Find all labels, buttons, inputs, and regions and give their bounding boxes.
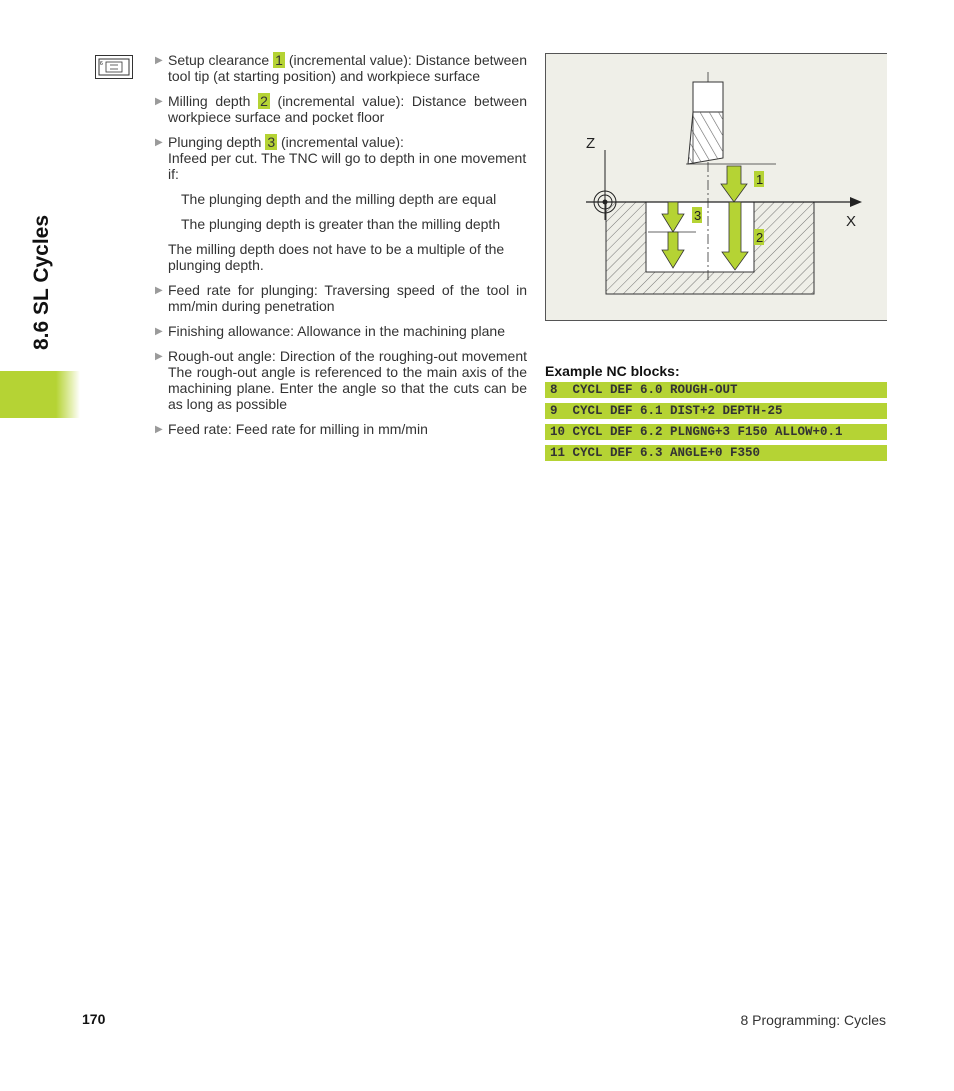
footer-chapter: 8 Programming: Cycles (740, 1012, 886, 1028)
milling-tool-icon (688, 82, 723, 164)
parameter-list (155, 52, 527, 446)
condition-greater: The plunging depth is greater than the milling depth (181, 216, 501, 232)
badge-1: 1 (275, 52, 283, 68)
badge-3: 3 (267, 134, 276, 150)
z-axis-label: Z (586, 135, 596, 152)
bullet-arrow-icon: ▶ (155, 326, 163, 337)
nc-block-4: 11 CYCL DEF 6.3 ANGLE+0 F350 (545, 445, 887, 461)
bullet-arrow-icon: ▶ (155, 137, 163, 148)
nc-block-3: 10 CYCL DEF 6.2 PLNGNG+3 F150 ALLOW+0.1 (545, 424, 887, 440)
bullet-arrow-icon: ▶ (155, 424, 163, 435)
param-plunging-depth: ▶ Plunging depth 3 (incremental value): Infeed per cut. The TNC will go to depth in one movement if: (155, 134, 527, 182)
bullet-arrow-icon: ▶ (155, 285, 163, 296)
nc-block-2: 9 CYCL DEF 6.1 DIST+2 DEPTH-25 (545, 403, 887, 419)
svg-text:6: 6 (100, 61, 103, 67)
param-setup-clearance: ▶ Setup clearance 1 (incremental value): Distance between tool tip (at starting position) and workpiece surface (155, 52, 527, 84)
x-axis-arrowhead (850, 197, 862, 207)
bullet-arrow-icon: ▶ (155, 55, 163, 66)
nc-block-1: 8 CYCL DEF 6.0 ROUGH-OUT (545, 382, 887, 398)
param-rough-out-angle: ▶ Rough-out angle: Direction of the roughing-out movement The rough-out angle is referenced to the main axis of the machining plane. Enter the angle so that the cuts can be as long as possible (155, 348, 527, 412)
x-axis-label: X (846, 213, 857, 230)
section-title-container (24, 200, 54, 350)
condition-equal: The plunging depth and the milling depth are equal (181, 191, 497, 207)
param-feed-rate: ▶ Feed rate: Feed rate for milling in mm/min (155, 421, 428, 437)
bullet-arrow-icon: ▶ (155, 351, 163, 362)
arrow-1-setup-clearance (721, 166, 747, 202)
pocket-diagram (545, 53, 887, 321)
figure-label-3: 3 (694, 208, 702, 223)
section-title: 8.6 SL Cycles (30, 214, 53, 350)
page-number: 170 (82, 1011, 106, 1027)
cycle-softkey-icon (95, 55, 133, 79)
param-milling-depth: ▶ Milling depth 2 (incremental value): Distance between workpiece surface and pocket floor (155, 93, 527, 125)
param-finishing-allowance: ▶ Finishing allowance: Allowance in the machining plane (155, 323, 505, 339)
figure-label-1: 1 (756, 172, 764, 187)
bullet-arrow-icon: ▶ (155, 96, 163, 107)
section-title-svg (24, 200, 54, 360)
example-heading: Example NC blocks: (545, 363, 680, 379)
section-tab-marker (0, 371, 80, 418)
multiple-note: The milling depth does not have to be a multiple of the plunging depth. (168, 241, 505, 273)
param-feed-plunging: ▶ Feed rate for plunging: Traversing speed of the tool in mm/min during penetration (155, 282, 527, 314)
figure-label-2: 2 (756, 230, 764, 245)
badge-2: 2 (260, 93, 268, 109)
